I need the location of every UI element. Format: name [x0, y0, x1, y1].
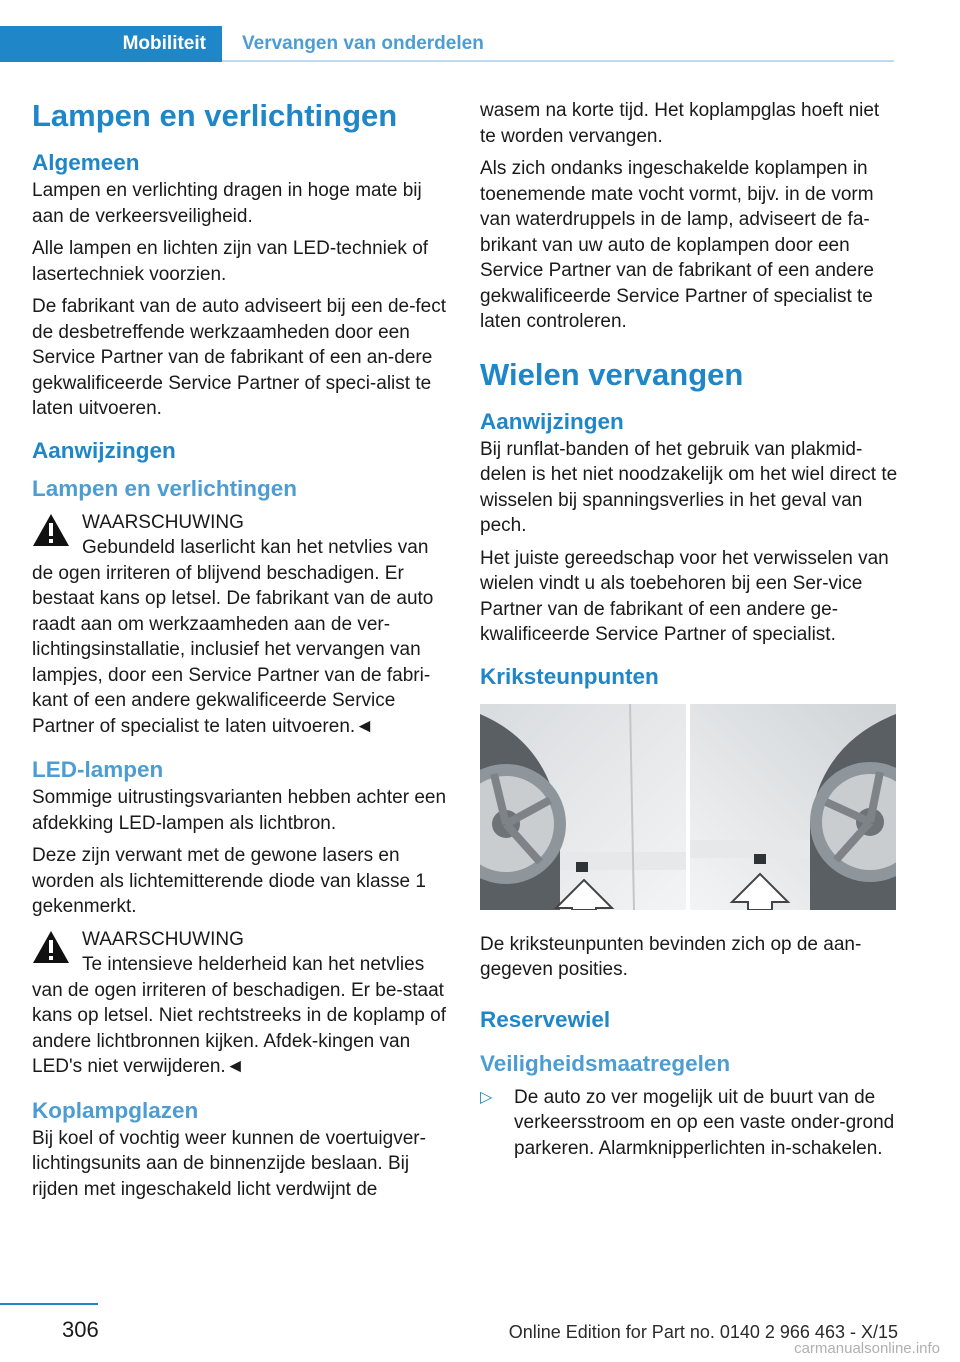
car-jack-points-illustration: [480, 704, 896, 910]
watermark: carmanualsonline.info: [794, 1340, 940, 1357]
warning-text-continued: van de ogen irriteren of beschadigen. Er be-staat kans op letsel. Niet rechtstreeks in de koplamp of andere lichtbronnen kijken. Afdek-kingen van LED's niet verwijderen.◄: [32, 979, 446, 1077]
paragraph: De fabrikant van de auto adviseert bij een de-fect de desbetreffende werkzaamheden door een Service Partner van de fabrikant of een an-dere gekwalificeerde Service Partner of speci-alist te laten uitvoeren.: [32, 296, 447, 419]
warning-title: WAARSCHUWING: [82, 511, 244, 533]
warning-triangle-icon: [32, 929, 70, 965]
footer-rule: [0, 1303, 98, 1305]
tab-mobiliteit[interactable]: Mobiliteit: [0, 26, 222, 62]
paragraph: Sommige uitrustingsvarianten hebben achter een afdekking LED-lampen als lichtbron.: [32, 787, 447, 834]
subheading-lampen: Lampen en verlichtingen: [32, 475, 298, 501]
paragraph: Alle lampen en lichten zijn van LED-techniek of lasertechniek voorzien.: [32, 238, 429, 285]
section-title-wielen: Wielen vervangen: [480, 356, 744, 392]
heading-reservewiel: Reservewiel: [480, 1006, 611, 1032]
page-number: 306: [62, 1317, 99, 1342]
section-title-lampen: Lampen en verlichtingen: [32, 98, 398, 133]
triangle-bullet-icon: ▷: [480, 1088, 493, 1106]
paragraph: Lampen en verlichting dragen in hoge mate bij aan de verkeersveiligheid.: [32, 180, 422, 227]
paragraph: Bij koel of vochtig weer kunnen de voertuigver-lichtingsunits aan de binnenzijde beslaan. Bij rijden met ingeschakeld licht verdwijnt de: [32, 1127, 426, 1200]
edition-note: Online Edition for Part no. 0140 2 966 463 - X/15: [508, 1322, 898, 1342]
heading-algemeen: Algemeen: [32, 150, 140, 175]
heading-aanwijzingen: Aanwijzingen: [32, 437, 176, 463]
warning-triangle-icon: [32, 512, 70, 548]
paragraph: Deze zijn verwant met de gewone lasers en worden als lichtemitterende diode van klasse 1 gekenmerkt.: [32, 845, 426, 917]
subheading-led: LED-lampen: [32, 757, 164, 782]
warning-text: Gebundeld laserlicht kan het netvlies van: [82, 537, 429, 558]
tab-vervangen-van-onderdelen[interactable]: Vervangen van onderdelen: [242, 33, 484, 54]
paragraph: wasem na korte tijd. Het koplampglas hoeft niet te worden vervangen.: [480, 100, 880, 147]
paragraph: Bij runflat-banden of het gebruik van plakmid-delen is het niet noodzakelijk om het wiel direct te wisselen bij spanningsverlies in het geval van pech.: [480, 438, 898, 536]
subheading-veiligheidsmaatregelen: Veiligheidsmaatregelen: [480, 1050, 731, 1076]
warning-title: WAARSCHUWING: [82, 928, 244, 950]
warning-block: [32, 510, 450, 740]
tab-underline: [222, 60, 894, 62]
warning-text-continued: de ogen irriteren of blijvend beschadigen. Er bestaat kans op letsel. De fabrikant van de auto raadt aan om werkzaamheden aan de ver-lichtingsinstallatie, inclusief het vervangen van lampjes, door een Service Partner van de fabri-kant of een andere gekwalificeerde Service Partner of specialist te laten uitvoeren.◄: [32, 562, 434, 737]
jack-points-photo: [480, 704, 896, 910]
heading-aanwijzingen: Aanwijzingen: [480, 408, 624, 434]
caption: De kriksteunpunten bevinden zich op de aan-gegeven posities.: [480, 933, 862, 980]
right-column: [480, 98, 898, 1161]
warning-text: Te intensieve helderheid kan het netvlies: [82, 954, 425, 975]
list-item: [480, 1085, 898, 1162]
paragraph: Het juiste gereedschap voor het verwisselen van wielen vindt u als toebehoren bij een Ser-vice Partner van de fabrikant of een andere ge-kwalificeerde Service Partner of specialist.: [480, 547, 889, 645]
heading-kriksteunpunten: Kriksteunpunten: [480, 663, 659, 689]
section-tab-bar: [0, 26, 960, 62]
left-column: [32, 98, 450, 1209]
subheading-koplampglazen: Koplampglazen: [32, 1097, 199, 1123]
paragraph: Als zich ondanks ingeschakelde koplampen in toenemende mate vocht vormt, bijv. in de vorm van waterdruppels in de lamp, adviseert de fa-brikant van uw auto de koplampen door een Service Partner van de fabrikant of een andere gekwalificeerde Service Partner of specialist te laten controleren.: [480, 158, 874, 332]
warning-block: [32, 927, 450, 1080]
list-item-text: De auto zo ver mogelijk uit de buurt van de verkeersstroom en op een vaste onder-grond parkeren. Alarmknipperlichten in-schakelen.: [514, 1086, 895, 1159]
